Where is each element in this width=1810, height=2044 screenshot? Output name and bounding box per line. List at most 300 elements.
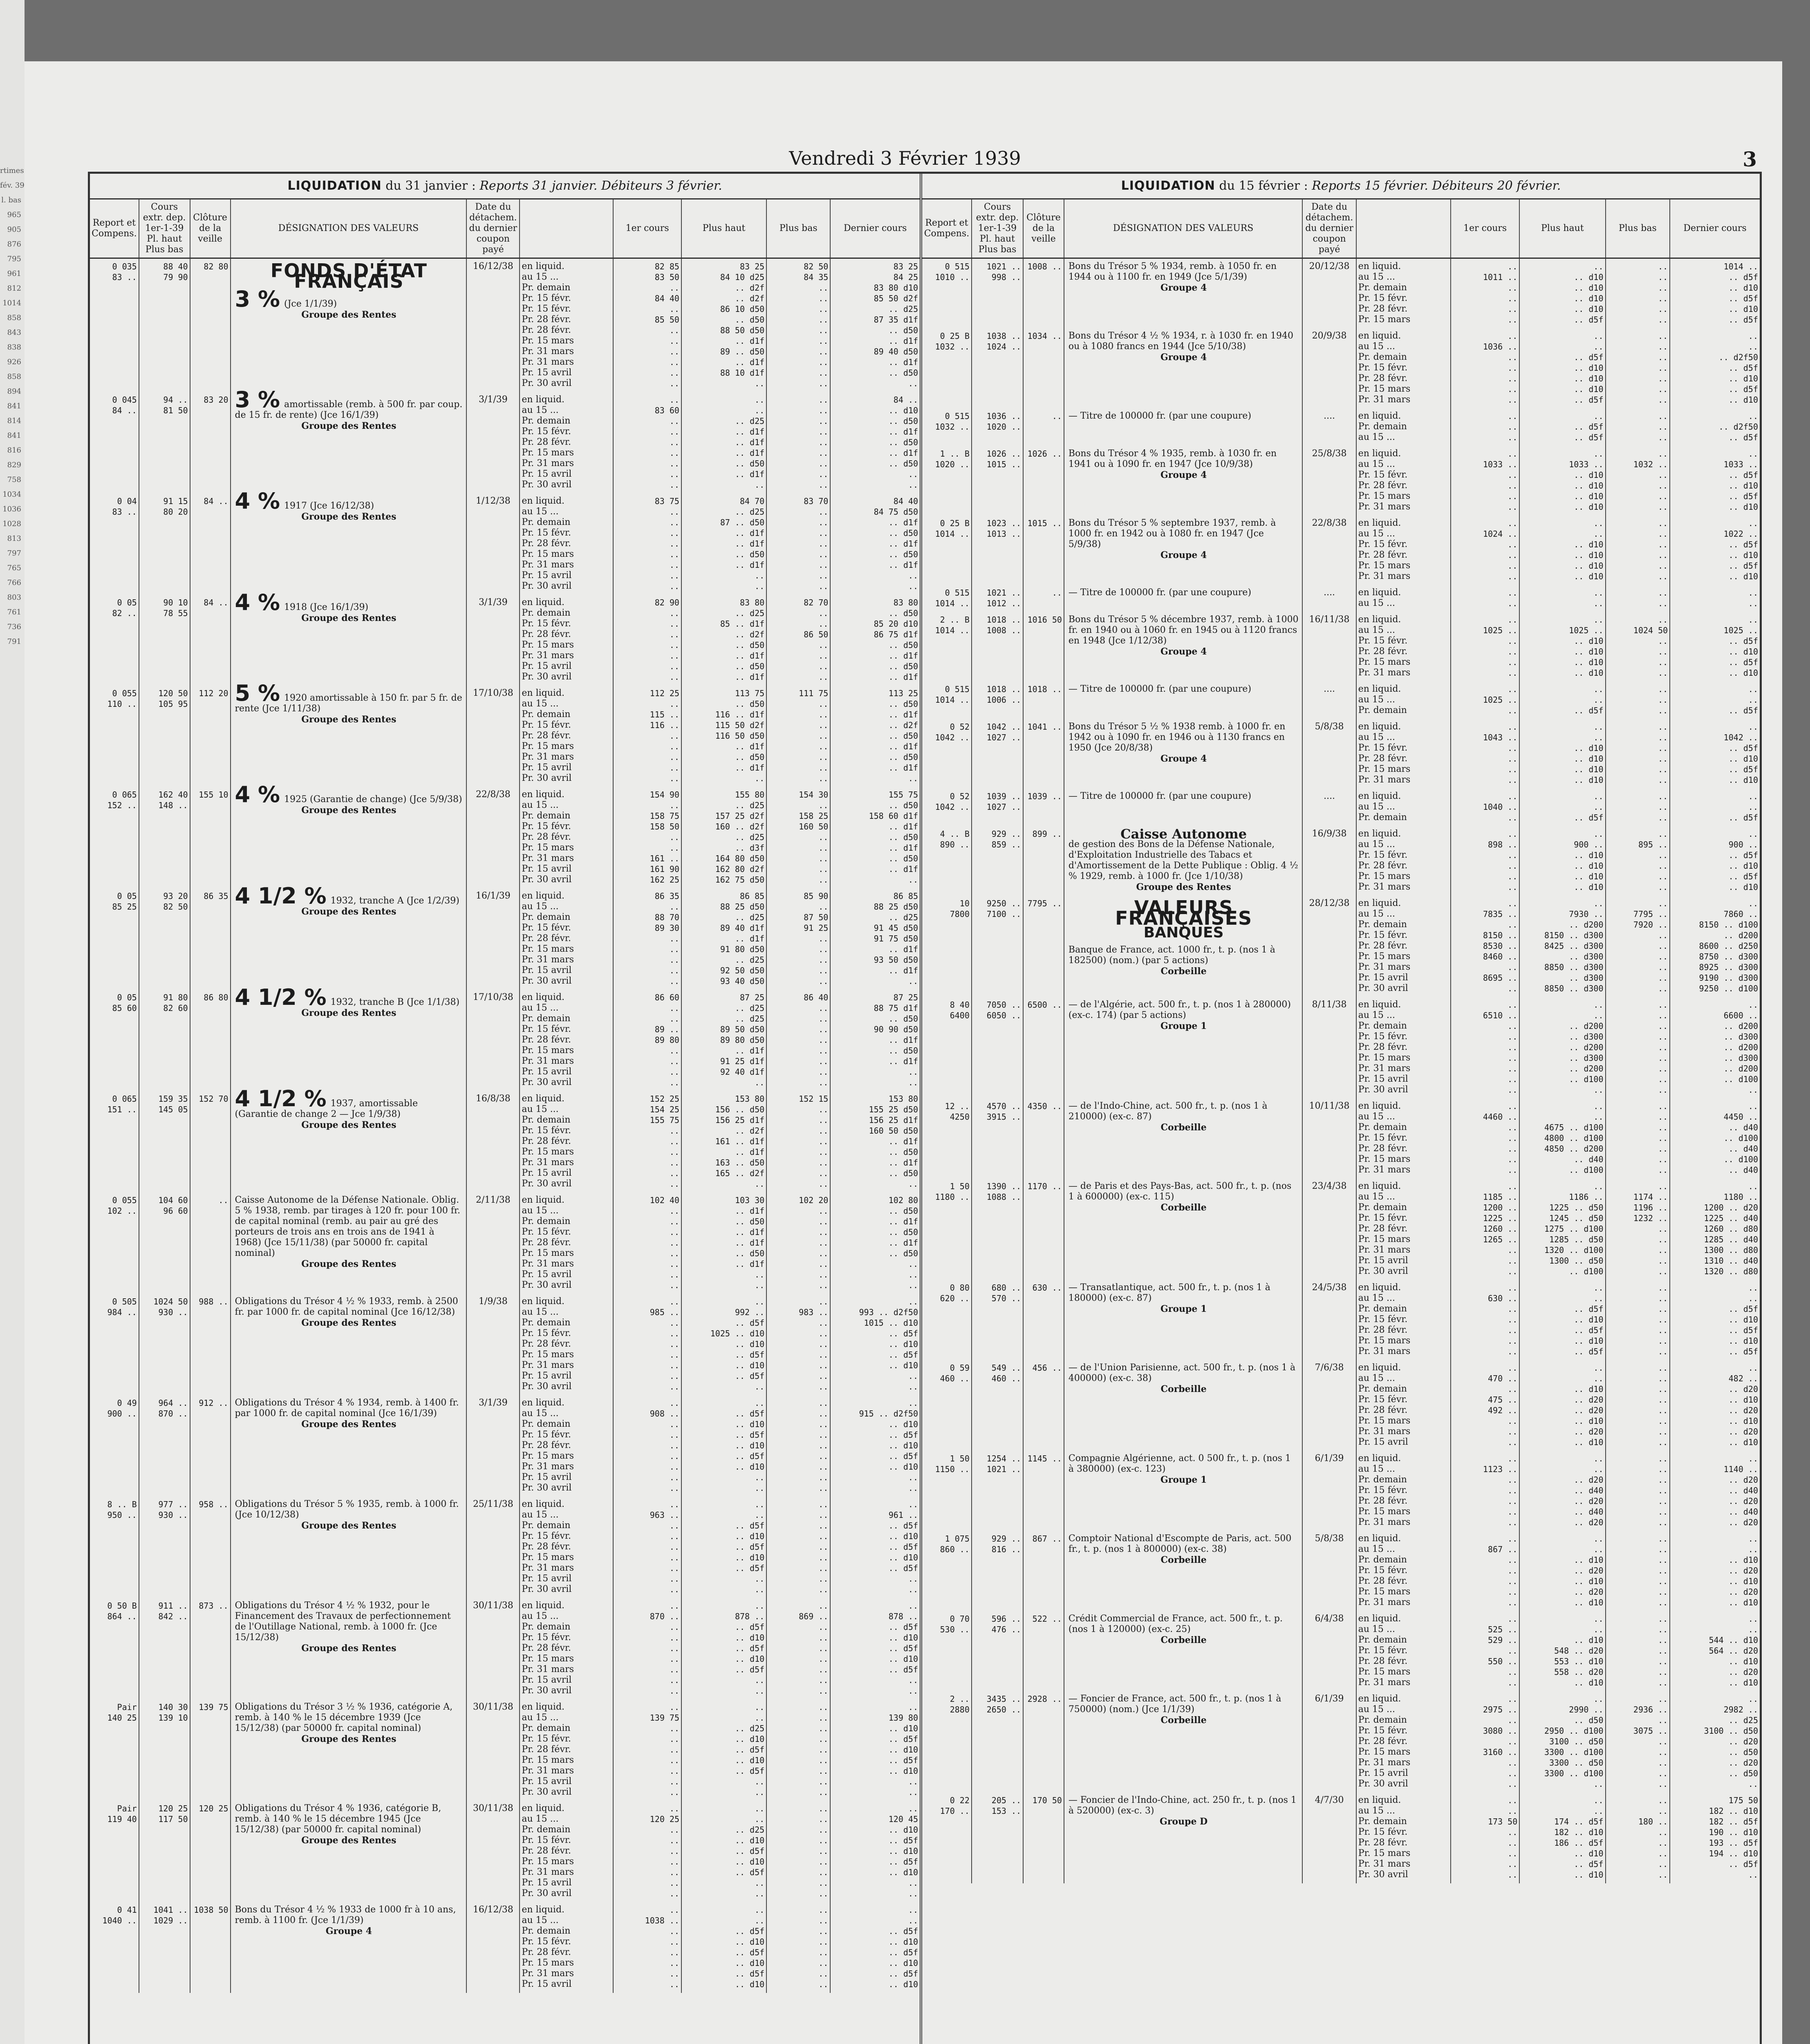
report-cell: Pair 119 40 [107, 1804, 137, 1824]
report-cell: 0 52 1042 .. [935, 722, 970, 742]
high-low-cell: 93 20 82 50 [139, 888, 190, 990]
high-low-cell: 7050 .. 6050 .. [972, 997, 1023, 1098]
security-row [90, 888, 920, 990]
coupon-date-cell: 5/8/38 [1302, 719, 1356, 789]
market-group: Groupe des Rentes [301, 1120, 396, 1130]
security-row [922, 515, 1760, 585]
first-price-cell: 86 35 .. 88 70 89 30 .. .. .. .. .. [613, 888, 681, 990]
terms-cell: en liquid. au 15 ... Pr. demain Pr. 15 févr. Pr. 28 févr. Pr. 15 mars Pr. 31 mars [1356, 1611, 1451, 1691]
designation-cell [1064, 328, 1302, 408]
right-rows [922, 258, 1760, 1884]
security-row [922, 446, 1760, 515]
highest-cell: .. .. .. d5f .. d10 .. d5f .. d10 .. d5f .. .. [681, 1497, 766, 1598]
highest-cell: .. .. .. d5f [1519, 681, 1605, 719]
terms-cell: en liquid. au 15 ... Pr. demain Pr. 15 févr. Pr. 28 févr. Pr. 15 mars Pr. 31 mars Pr. 15 avril Pr. 30 avril [520, 1497, 613, 1598]
designation-cell [1064, 789, 1302, 826]
col-high-low: Cours extr. dep. 1er-1-39 Pl. haut Plus bas [972, 199, 1023, 258]
high-low-cell: 1024 50 930 .. [139, 1294, 190, 1395]
col-last-price: Dernier cours [1670, 199, 1760, 258]
high-low-cell: 680 .. 570 .. [972, 1280, 1023, 1360]
security-row [90, 787, 920, 888]
designation-cell [1064, 1360, 1302, 1451]
market-group: Groupe 4 [1160, 470, 1207, 480]
terms-cell: en liquid. au 15 ... Pr. demain Pr. 15 févr. Pr. 28 févr. Pr. 15 mars Pr. 31 mars Pr. 15 avril Pr. 30 avril [1356, 997, 1451, 1098]
last-price-cell: 153 80 155 25 d50 156 25 d1f 160 50 d50 .. d1f .. d50 .. d1f .. d50 .. [830, 1091, 920, 1192]
coupon-date-cell: 24/5/38 [1302, 1280, 1356, 1360]
report-cell: 0 04 83 .. [112, 496, 137, 517]
high-low-cell: 3435 .. 2650 .. [972, 1691, 1023, 1793]
security-description: 1925 (Garantie de change) (Jce 5/9/38) [284, 794, 462, 805]
report-cell: 0 25 B 1014 .. [935, 518, 970, 539]
designation-cell [231, 1801, 467, 1902]
highest-cell: .. 2990 .. .. d50 2950 .. d100 3100 .. d50 3300 .. d100 3300 .. d50 3300 .. d100 .. [1519, 1691, 1605, 1793]
terms-cell: en liquid. Pr. demain au 15 ... [1356, 408, 1451, 446]
highest-cell: .. .. 4675 .. d100 4800 .. d100 4850 .. d200 .. d40 .. d100 [1519, 1098, 1605, 1179]
cloture-cell: 1015 .. [1023, 515, 1064, 585]
quotation-table-left [90, 199, 920, 1993]
coupon-date-cell: 17/10/38 [466, 686, 520, 787]
high-low-cell: 1021 .. 998 .. [972, 258, 1023, 329]
highest-cell: .. .. .. d5f [1519, 789, 1605, 826]
cloture-cell: 139 75 [190, 1699, 231, 1801]
col-report: Report et Compens. [90, 199, 139, 258]
col-highest: Plus haut [1519, 199, 1605, 258]
cloture-cell: 155 10 [190, 787, 231, 888]
lowest-cell: 83 70 .. .. .. .. .. .. .. .. [766, 493, 830, 595]
terms-cell: en liquid. au 15 ... Pr. 15 févr. Pr. 28 févr. Pr. 15 mars Pr. 31 mars [1356, 612, 1451, 681]
security-description: Bons du Trésor 5 ½ % 1938 remb. à 1000 fr. en 1942 ou à 1090 fr. en 1946 ou à 1130 francs en 1950 (Jce 20/8/38) [1068, 722, 1286, 753]
first-price-cell: .. 1025 .. .. [1451, 681, 1519, 719]
report-cell: 0 045 84 .. [112, 395, 137, 415]
report-cell: 1 075 860 .. [940, 1534, 970, 1554]
last-price-cell: .. 482 .. .. d20 .. d10 .. d20 .. d10 .. d20 .. d10 [1670, 1360, 1760, 1451]
rate-label: 4 1/2 % [235, 883, 327, 909]
high-low-cell: 4570 .. 3915 .. [972, 1098, 1023, 1179]
security-description: Banque de France, act. 1000 fr., t. p. (nos 1 à 182500) (nom.) (par 5 actions) [1068, 945, 1275, 966]
cloture-cell: 630 .. [1023, 1280, 1064, 1360]
lowest-cell: 152 15 .. .. .. .. .. .. .. .. [766, 1091, 830, 1192]
last-price-cell: 84 .. .. d10 .. d50 .. d1f .. d50 .. d1f .. d50 .. .. [830, 392, 920, 493]
security-description: — de Paris et des Pays-Bas, act. 500 fr., t. p. (nos 1 à 600000) (ex-c. 115) [1068, 1181, 1292, 1202]
last-price-cell: .. 2982 .. .. d25 3100 .. d50 .. d20 .. d50 .. d20 .. d50 .. [1670, 1691, 1760, 1793]
security-description: 1937, amortissable (Garantie de change 2 — Jce 1/9/38) [235, 1098, 418, 1119]
designation-cell [1064, 997, 1302, 1098]
cloture-cell: 1016 50 [1023, 612, 1064, 681]
highest-cell: 87 25 .. d25 .. d25 89 50 d50 89 80 d50 .. d1f 91 25 d1f 92 40 d1f .. [681, 990, 766, 1091]
report-cell: 0 065 151 .. [107, 1094, 137, 1114]
highest-cell: .. .. .. d5f .. d10 .. d10 .. d10 .. d5f [1519, 328, 1605, 408]
last-price-cell: .. 1022 .. .. d5f .. d10 .. d5f .. d10 [1670, 515, 1760, 585]
coupon-date-cell: 16/9/38 [1302, 826, 1356, 896]
security-row [922, 1360, 1760, 1451]
coupon-date-cell: 3/1/39 [466, 595, 520, 686]
coupon-date-cell: 20/9/38 [1302, 328, 1356, 408]
security-row [922, 408, 1760, 446]
cloture-cell: 7795 .. [1023, 896, 1064, 997]
report-cell: 0 055 102 .. [107, 1195, 137, 1216]
market-group: Groupe des Rentes [301, 805, 396, 816]
terms-cell: en liquid. au 15 ... Pr. demain Pr. 15 févr. Pr. 28 févr. Pr. 15 mars [1356, 258, 1451, 329]
security-description: Crédit Commercial de France, act. 500 fr., t. p. (nos 1 à 120000) (ex-c. 25) [1068, 1614, 1283, 1634]
report-cell: Pair 140 25 [107, 1702, 137, 1723]
market-group: Groupe des Rentes [301, 511, 396, 522]
market-group: Corbeille [1160, 1122, 1207, 1133]
lowest-cell: .. .. .. [1606, 408, 1670, 446]
coupon-date-cell: 17/10/38 [466, 990, 520, 1091]
report-cell: 0 515 1014 .. [935, 684, 970, 705]
first-price-cell: .. 525 .. 529 .. .. 550 .. .. .. [1451, 1611, 1519, 1691]
designation-cell [231, 1395, 467, 1497]
col-designation: DÉSIGNATION DES VALEURS [1064, 199, 1302, 258]
cloture-cell: 867 .. [1023, 1531, 1064, 1611]
coupon-date-cell: .... [1302, 408, 1356, 446]
lowest-cell: .. .. .. .. .. .. .. [1606, 1098, 1670, 1179]
coupon-date-cell: 7/6/38 [1302, 1360, 1356, 1451]
highest-cell: .. 1186 .. 1225 .. d50 1245 .. d50 1275 .. d100 1285 .. d50 1320 .. d100 1300 .. d50 .. d100 [1519, 1179, 1605, 1280]
report-cell: 0 05 85 60 [112, 993, 137, 1013]
quotation-frame [88, 172, 1762, 2044]
adjacent-page-column: rtimes fév. 39 l. bas 965 905 876 795 961 812 1014 858 843 838 926 858 894 841 814 841 816 829 758 1034 1036 1028 813 797 765 766 803 761 736 791 [0, 166, 25, 646]
market-group: Groupe D [1160, 1816, 1208, 1827]
high-low-cell: 549 .. 460 .. [972, 1360, 1023, 1451]
col-highest: Plus haut [681, 199, 766, 258]
first-price-cell: .. 4460 .. .. .. .. .. .. [1451, 1098, 1519, 1179]
cloture-cell: 1018 .. [1023, 681, 1064, 719]
last-price-cell: .. 1180 .. 1200 .. d20 1225 .. d40 1260 .. d80 1285 .. d40 1300 .. d80 1310 .. d40 1320 .. d80 [1670, 1179, 1760, 1280]
security-description: amortissable (remb. à 500 fr. par coup. de 15 fr. de rente) (Jce 16/1/39) [235, 399, 463, 420]
security-row [90, 1497, 920, 1598]
col-lowest: Plus bas [766, 199, 830, 258]
market-group: Groupe des Rentes [301, 1835, 396, 1846]
security-row [90, 1801, 920, 1902]
terms-cell: en liquid. au 15 ... Pr. demain [1356, 789, 1451, 826]
col-first-price: 1er cours [613, 199, 681, 258]
first-price-cell: .. .. 173 50 .. .. .. .. .. [1451, 1793, 1519, 1883]
designation-cell [1064, 896, 1302, 997]
first-price-cell: .. 1185 .. 1200 .. 1225 .. 1260 .. 1265 .. .. .. .. [1451, 1179, 1519, 1280]
terms-cell: en liquid. au 15 ... Pr. demain Pr. 15 févr. Pr. 28 févr. Pr. 15 mars Pr. 31 mars Pr. 15 avril Pr. 30 avril [520, 787, 613, 888]
high-low-cell: 9250 .. 7100 .. [972, 896, 1023, 997]
designation-cell [1064, 1531, 1302, 1611]
cloture-cell: 1034 .. [1023, 328, 1064, 408]
security-description: Bons du Trésor 4 ½ % 1933 de 1000 fr à 10 ans, remb. à 1100 fr. (Jce 1/1/39) [235, 1905, 456, 1925]
security-description: 1932, tranche B (Jce 1/1/38) [330, 997, 460, 1007]
col-coupon-date: Date du détachem. du dernier coupon payé [466, 199, 520, 258]
terms-cell: en liquid. au 15 ... Pr. demain Pr. 15 févr. Pr. 28 févr. Pr. 15 mars Pr. 31 mars Pr. 15 avril Pr. 30 avril [520, 686, 613, 787]
report-cell: 8 40 6400 [950, 1000, 970, 1020]
cloture-cell: 84 .. [190, 595, 231, 686]
designation-cell [1064, 1611, 1302, 1691]
high-low-cell: 964 .. 870 .. [139, 1395, 190, 1497]
cloture-cell: 1038 50 [190, 1902, 231, 1993]
designation-cell [1064, 446, 1302, 515]
market-group: Groupe des Rentes [301, 613, 396, 623]
cloture-cell: 86 35 [190, 888, 231, 990]
lowest-cell: .. .. [1606, 585, 1670, 612]
highest-cell: .. 900 .. .. d10 .. d10 .. d10 .. d10 [1519, 826, 1605, 896]
cloture-cell: 84 .. [190, 493, 231, 595]
report-cell: 0 70 530 .. [940, 1614, 970, 1634]
quotation-table-right [922, 199, 1760, 1883]
last-price-cell: .. 139 80 .. d10 .. d5f .. d10 .. d5f .. d10 .. .. [830, 1699, 920, 1801]
last-price-cell: .. 961 .. .. d5f .. d10 .. d5f .. d10 .. d5f .. .. [830, 1497, 920, 1598]
lowest-cell: .. .. .. .. .. .. .. .. [1606, 1360, 1670, 1451]
designation-cell [1064, 719, 1302, 789]
security-description: — de l'Indo-Chine, act. 500 fr., t. p. (nos 1 à 210000) (ex-c. 87) [1068, 1101, 1268, 1122]
report-cell: 0 515 1010 .. [935, 262, 970, 282]
coupon-date-cell: .... [1302, 789, 1356, 826]
col-terms [520, 199, 613, 258]
designation-cell [1064, 585, 1302, 612]
lowest-cell: .. .. .. .. .. .. .. [1606, 328, 1670, 408]
terms-cell: en liquid. au 15 ... Pr. demain Pr. 15 févr. Pr. 28 févr. Pr. 15 mars Pr. 31 mars Pr. 15 avril Pr. 30 avril [1356, 1691, 1451, 1793]
report-cell: 0 41 1040 .. [102, 1905, 137, 1925]
highest-cell: .. .. .. d10 .. d20 .. d10 .. d20 .. d10 [1519, 1531, 1605, 1611]
rate-label: 4 1/2 % [235, 1086, 327, 1112]
coupon-date-cell: 23/4/38 [1302, 1179, 1356, 1280]
lowest-cell: .. .. .. .. .. .. [1606, 719, 1670, 789]
terms-cell: en liquid. au 15 ... Pr. demain Pr. 15 févr. Pr. 28 févr. Pr. 15 mars Pr. 31 mars Pr. 15 avril Pr. 30 avril [520, 990, 613, 1091]
security-description: 1918 (Jce 16/1/39) [284, 602, 369, 612]
designation-cell [231, 1086, 467, 1192]
highest-cell: .. .. .. d10 .. d20 .. d20 .. d10 .. d20 .. d10 [1519, 1360, 1605, 1451]
cloture-cell: .. [1023, 408, 1064, 446]
report-cell: 0 59 460 .. [940, 1363, 970, 1383]
terms-cell: en liquid. au 15 ... Pr. demain Pr. 15 févr. Pr. 28 févr. Pr. 15 mars Pr. 31 mars [1356, 1531, 1451, 1611]
market-group: Groupe des Rentes [1136, 882, 1231, 892]
security-description: Bons du Trésor 4 ½ % 1934, r. à 1030 fr. en 1940 ou à 1080 francs en 1944 (Jce 5/10/38) [1068, 331, 1294, 352]
security-row [922, 681, 1760, 719]
highest-cell: 83 80 .. d25 85 .. d1f .. d2f .. d50 .. d1f .. d50 .. d1f [681, 595, 766, 686]
lowest-cell: .. 7795 .. 7920 .. .. .. .. .. .. .. [1606, 896, 1670, 997]
highest-cell: .. .. .. d10 .. d10 .. d10 .. d10 [1519, 719, 1605, 789]
highest-cell: .. .. .. d25 .. d10 .. d5f .. d10 .. d5f .. .. [681, 1699, 766, 1801]
lowest-cell: .. .. .. .. .. .. [1606, 515, 1670, 585]
security-description: — Titre de 100000 fr. (par une coupure) [1068, 411, 1252, 421]
high-low-cell: 1038 .. 1024 .. [972, 328, 1023, 408]
liquidation-reports: Reports 15 février. Débiteurs 20 février. [1312, 179, 1561, 193]
high-low-cell: 205 .. 153 .. [972, 1793, 1023, 1883]
report-cell: 0 22 170 .. [940, 1795, 970, 1816]
designation-cell [231, 984, 467, 1091]
col-high-low: Cours extr. dep. 1er-1-39 Pl. haut Plus bas [139, 199, 190, 258]
cloture-cell: 170 50 [1023, 1793, 1064, 1883]
cloture-cell: 112 20 [190, 686, 231, 787]
security-description: — Titre de 100000 fr. (par une coupure) [1068, 587, 1252, 598]
high-low-cell: 140 30 139 10 [139, 1699, 190, 1801]
terms-cell: en liquid. au 15 ... Pr. demain Pr. 15 févr. Pr. 28 févr. Pr. 15 mars Pr. 31 mars Pr. 15 avril [1356, 1360, 1451, 1451]
last-price-cell: .. 1140 .. .. d20 .. d40 .. d20 .. d40 .. d20 [1670, 1451, 1760, 1531]
lowest-cell: .. .. .. .. .. .. .. .. .. [1606, 997, 1670, 1098]
market-group: Corbeille [1160, 1635, 1207, 1645]
last-price-cell: .. 993 .. d2f50 1015 .. d10 .. d5f .. d10 .. d5f .. d10 .. .. [830, 1294, 920, 1395]
security-row [90, 392, 920, 493]
last-price-cell: .. .. 544 .. d10 564 .. d20 .. d10 .. d20 .. d10 [1670, 1611, 1760, 1691]
security-row [922, 826, 1760, 896]
high-low-cell: 1026 .. 1015 .. [972, 446, 1023, 515]
terms-cell: en liquid. au 15 ... Pr. demain Pr. 15 févr. Pr. 28 févr. Pr. 15 mars Pr. 31 mars Pr. 15 avril Pr. 30 avril [520, 888, 613, 990]
last-price-cell: .. .. .. d10 .. d20 .. d10 .. d20 .. d10 [1670, 1531, 1760, 1611]
high-low-cell: 911 .. 842 .. [139, 1598, 190, 1699]
designation-cell [231, 1598, 467, 1699]
coupon-date-cell: .... [1302, 585, 1356, 612]
rate-label: 4 % [235, 488, 280, 514]
security-row [922, 258, 1760, 329]
terms-cell: en liquid. au 15 ... Pr. demain Pr. 15 févr. Pr. 15 févr. Pr. 28 févr. Pr. 28 févr. Pr. 15 mars Pr. 31 mars Pr. 31 mars Pr. 15 avril Pr. 30 avril [520, 258, 613, 392]
market-group: Groupe des Rentes [301, 1259, 396, 1269]
first-price-cell: 112 25 .. 115 .. 116 .. .. .. .. .. .. [613, 686, 681, 787]
subsection-title: BANQUES [1143, 924, 1224, 941]
report-cell: 0 49 900 .. [107, 1398, 137, 1419]
terms-cell: en liquid. au 15 ... Pr. 15 févr. Pr. 28 févr. Pr. 15 mars Pr. 31 mars [1356, 515, 1451, 585]
coupon-date-cell: 30/11/38 [466, 1801, 520, 1902]
first-price-cell: .. 1024 .. .. .. .. .. [1451, 515, 1519, 585]
first-price-cell: .. 870 .. .. .. .. .. .. .. .. [613, 1598, 681, 1699]
high-low-cell: 1021 .. 1012 .. [972, 585, 1023, 612]
terms-cell: en liquid. au 15 ... Pr. demain Pr. 15 févr. Pr. 28 févr. Pr. 15 mars Pr. 31 mars Pr. 15 avril Pr. 30 avril [520, 1192, 613, 1294]
market-group: Groupe des Rentes [301, 1318, 396, 1328]
terms-cell: en liquid. au 15 ... Pr. demain Pr. 15 févr. Pr. 28 févr. Pr. 15 mars Pr. 31 mars Pr. 15 avril Pr. 30 avril [520, 392, 613, 493]
terms-cell: en liquid. au 15 ... Pr. 15 févr. Pr. 28 févr. Pr. 15 mars Pr. 31 mars [1356, 446, 1451, 515]
last-price-cell: .. .. .. d2f50 .. d5f .. d10 .. d5f .. d10 [1670, 328, 1760, 408]
last-price-cell: 87 25 88 75 d1f .. d50 90 90 d50 .. d1f .. d50 .. d1f .. .. [830, 990, 920, 1091]
security-description: de gestion des Bons de la Défense Nationale, d'Exploitation Industrielle des Tabacs et d'Amortissement de la Dette Publique : Oblig. 4 ½ % 1929, remb. à 1000 fr. (Jce 1/10/38) [1068, 839, 1298, 881]
report-cell: 0 515 1014 .. [935, 588, 970, 608]
security-row [90, 1598, 920, 1699]
security-description: Obligations du Trésor 5 % 1935, remb. à 1000 fr. (Jce 10/12/38) [235, 1499, 459, 1520]
last-price-cell: .. .. .. d5f [1670, 681, 1760, 719]
designation-cell [231, 1497, 467, 1598]
high-low-cell: 90 10 78 55 [139, 595, 190, 686]
cloture-cell: 1039 .. [1023, 789, 1064, 826]
market-group: Groupe des Rentes [301, 1734, 396, 1744]
first-price-cell: .. 867 .. .. .. .. .. .. [1451, 1531, 1519, 1611]
designation-cell [231, 488, 467, 595]
security-row [90, 1699, 920, 1801]
security-row [90, 493, 920, 595]
security-description: 1932, tranche A (Jce 1/2/39) [330, 896, 459, 906]
coupon-date-cell: 25/11/38 [466, 1497, 520, 1598]
coupon-date-cell: 22/8/38 [1302, 515, 1356, 585]
highest-cell: .. .. .. d10 548 .. d20 553 .. d10 558 .. d20 .. d10 [1519, 1611, 1605, 1691]
designation-cell [231, 1294, 467, 1395]
first-price-cell: .. 963 .. .. .. .. .. .. .. .. [613, 1497, 681, 1598]
lowest-cell: .. .. 180 .. .. .. .. .. .. [1606, 1793, 1670, 1883]
last-price-cell: 86 85 88 25 d50 .. d25 91 45 d50 91 75 d50 .. d1f 93 50 d50 .. d1f .. [830, 888, 920, 990]
report-cell: 0 25 B 1032 .. [935, 331, 970, 352]
first-price-cell: .. 1011 .. .. .. .. .. [1451, 258, 1519, 329]
terms-cell: en liquid. au 15 ... Pr. demain Pr. 15 févr. Pr. 28 févr. Pr. 15 mars Pr. 31 mars Pr. 15 avril Pr. 30 avril [520, 1801, 613, 1902]
lowest-cell: 85 90 .. 87 50 91 25 .. .. .. .. .. [766, 888, 830, 990]
cloture-cell: 82 80 [190, 258, 231, 392]
highest-cell: .. .. d5f .. d10 .. d5f .. d10 .. d5f .. d10 .. .. [681, 1395, 766, 1497]
terms-cell: en liquid. au 15 ... Pr. demain Pr. 15 févr. Pr. 28 févr. Pr. 15 mars Pr. 31 mars [1356, 1098, 1451, 1179]
high-low-cell: 1036 .. 1020 .. [972, 408, 1023, 446]
first-price-cell: 102 40 .. .. .. .. .. .. .. .. [613, 1192, 681, 1294]
security-description: Bons du Trésor 5 % 1934, remb. à 1050 fr. en 1944 ou à 1100 fr. en 1949 (Jce 5/1/39) [1068, 261, 1277, 282]
terms-cell: en liquid. au 15 ... Pr. demain Pr. 15 févr. Pr. 28 févr. Pr. 15 mars Pr. 31 mars Pr. 15 avril Pr. 30 avril [520, 1091, 613, 1192]
high-low-cell: 1039 .. 1027 .. [972, 789, 1023, 826]
highest-cell: 155 80 .. d25 157 25 d2f 160 .. d2f .. d25 .. d3f 164 80 d50 162 80 d2f 162 75 d50 [681, 787, 766, 888]
designation-cell [231, 680, 467, 787]
coupon-date-cell: 6/4/38 [1302, 1611, 1356, 1691]
coupon-date-cell: 3/1/39 [466, 392, 520, 493]
security-row [922, 1179, 1760, 1280]
last-price-cell: .. 900 .. .. d5f .. d10 .. d5f .. d10 [1670, 826, 1760, 896]
security-description: 1917 (Jce 16/12/38) [284, 501, 374, 511]
rate-label: 4 % [235, 782, 280, 807]
security-row [922, 1451, 1760, 1531]
highest-cell: .. .. 174 .. d5f 182 .. d10 186 .. d5f .. d10 .. d5f .. d10 [1519, 1793, 1605, 1883]
terms-cell: en liquid. au 15 ... Pr. demain Pr. 15 févr. Pr. 28 févr. Pr. 15 mars Pr. 31 mars Pr. 30 avril [1356, 1793, 1451, 1883]
last-price-cell: 102 80 .. d50 .. d1f .. d50 .. d1f .. d50 .. .. .. [830, 1192, 920, 1294]
liquidation-reports: Reports 31 janvier. Débiteurs 3 février. [479, 179, 722, 193]
security-row [90, 990, 920, 1091]
market-group: Corbeille [1160, 1384, 1207, 1394]
high-low-cell: 120 25 117 50 [139, 1801, 190, 1902]
designation-cell [1064, 1451, 1302, 1531]
coupon-date-cell: 1/12/38 [466, 493, 520, 595]
page-number: 3 [1743, 147, 1757, 171]
col-lowest: Plus bas [1606, 199, 1670, 258]
market-group: Groupe des Rentes [301, 906, 396, 917]
high-low-cell: 1023 .. 1013 .. [972, 515, 1023, 585]
highest-cell: 153 80 156 .. d50 156 25 d1f .. d2f 161 .. d1f .. d1f 163 .. d50 165 .. d2f .. [681, 1091, 766, 1192]
first-price-cell: .. 1033 .. .. .. .. .. [1451, 446, 1519, 515]
first-price-cell: .. 83 60 .. .. .. .. .. .. .. [613, 392, 681, 493]
market-group: Corbeille [1160, 1555, 1207, 1565]
designation-cell [1064, 1691, 1302, 1793]
first-price-cell: 154 90 .. 158 75 158 50 .. .. 161 .. 161 90 162 25 [613, 787, 681, 888]
coupon-date-cell: 30/11/38 [466, 1699, 520, 1801]
security-row [90, 1902, 920, 1993]
lowest-cell: .. 1024 50 .. .. .. .. [1606, 612, 1670, 681]
running-title: Vendredi 3 Février 1939 [789, 147, 1021, 169]
liquidation-label: LIQUIDATION [287, 179, 382, 193]
cloture-cell: 988 .. [190, 1294, 231, 1395]
coupon-date-cell: 16/11/38 [1302, 612, 1356, 681]
terms-cell: en liquid. au 15 ... Pr. demain [1356, 681, 1451, 719]
highest-cell: .. .. .. d5f .. d10 .. d5f .. d10 .. d5f .. d10 [681, 1902, 766, 1993]
high-low-cell: 91 15 80 20 [139, 493, 190, 595]
lowest-cell: .. .. .. .. .. .. .. .. .. [766, 1801, 830, 1902]
lowest-cell: .. .. .. .. .. .. .. [1606, 1531, 1670, 1611]
last-price-cell: 84 40 84 75 d50 .. d1f .. d50 .. d1f .. d50 .. d1f .. .. [830, 493, 920, 595]
col-terms [1356, 199, 1451, 258]
coupon-date-cell: 25/8/38 [1302, 446, 1356, 515]
lowest-cell: 111 75 .. .. .. .. .. .. .. .. [766, 686, 830, 787]
security-row [922, 1793, 1760, 1883]
report-cell: 4 .. B 890 .. [940, 829, 970, 849]
col-report: Report et Compens. [922, 199, 972, 258]
terms-cell: en liquid. au 15 ... Pr. demain Pr. 15 févr. Pr. 28 févr. Pr. 15 mars Pr. 31 mars Pr. 15 avril Pr. 30 avril [520, 1598, 613, 1699]
highest-cell: .. .. d5f .. d5f [1519, 408, 1605, 446]
report-cell: 0 05 82 .. [112, 598, 137, 618]
lowest-cell: .. 2936 .. .. 3075 .. .. .. .. .. .. [1606, 1691, 1670, 1793]
market-group: Groupe 4 [1160, 352, 1207, 363]
rate-label: 3 % [235, 286, 280, 312]
highest-cell: .. .. .. d25 .. d1f .. d1f .. d1f .. d50 .. d1f .. [681, 392, 766, 493]
report-cell: 0 80 620 .. [940, 1283, 970, 1303]
rate-label: 3 % [235, 387, 280, 412]
cloture-cell: 86 80 [190, 990, 231, 1091]
terms-cell: en liquid. au 15 ... Pr. demain Pr. 15 févr. Pr. 28 févr. Pr. 15 mars Pr. 31 mars [1356, 1451, 1451, 1531]
col-designation: DÉSIGNATION DES VALEURS [231, 199, 467, 258]
report-cell: 2 .. 2880 [950, 1694, 970, 1715]
terms-cell: en liquid. au 15 ... Pr. demain Pr. 15 févr. Pr. 28 févr. Pr. 15 mars Pr. 31 mars Pr. 15 avril Pr. 30 avril [1356, 896, 1451, 997]
report-cell: 1 50 1150 .. [935, 1454, 970, 1474]
cloture-cell: 1170 .. [1023, 1179, 1064, 1280]
